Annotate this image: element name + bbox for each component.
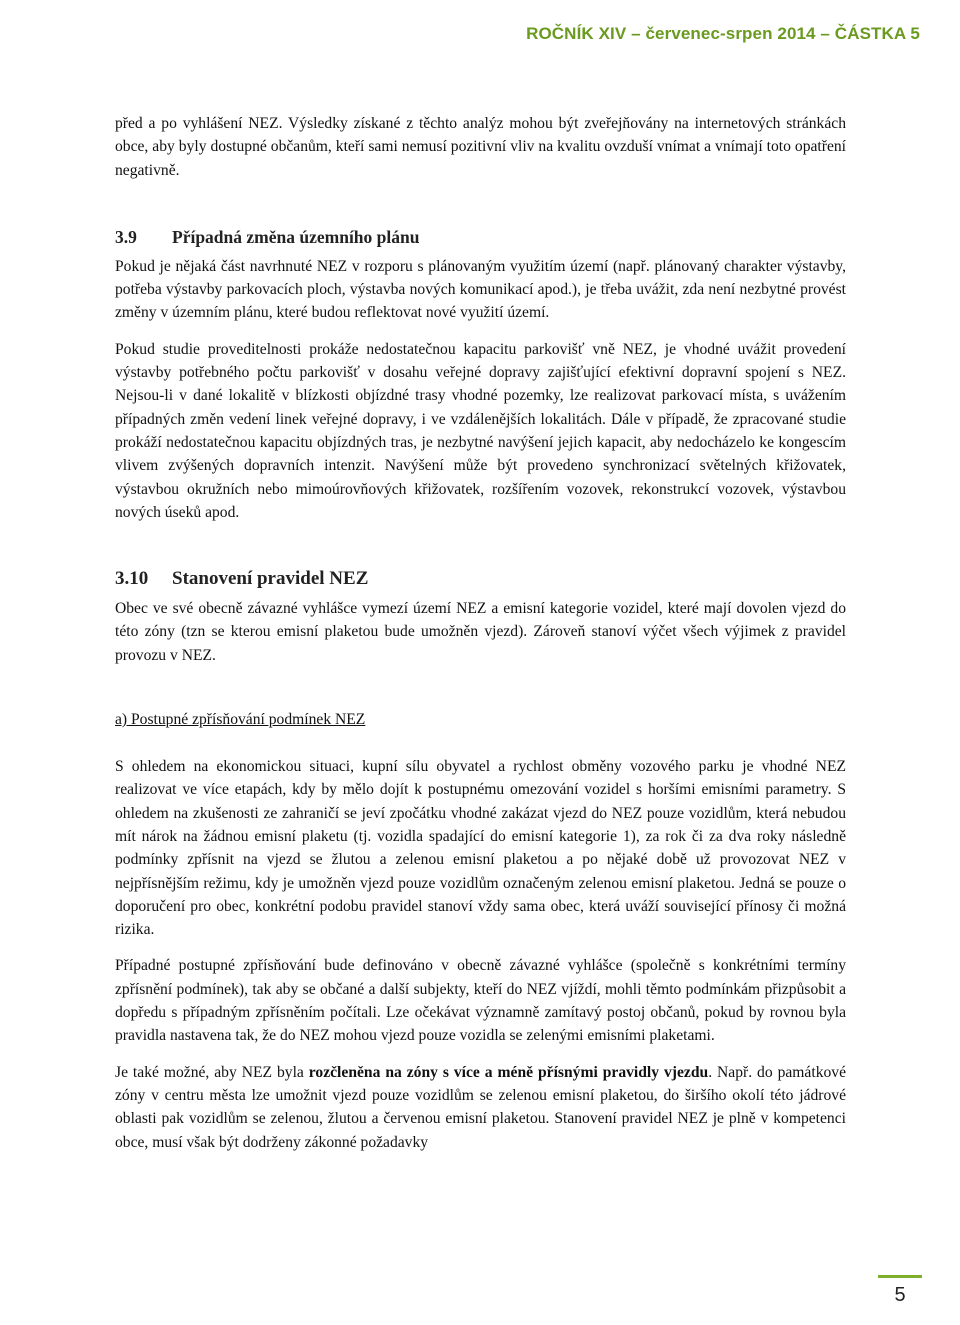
paragraph: Případné postupné zpřísňování bude definováno v obecně závazné vyhlášce (společně s konkrétními termíny zpřísnění podmínek), tak aby se občané a další subjekty, kteří do NEZ vjíždí, mohli těmto podmínkám přizpůsobit a dopředu s případným zpřísněním počítali. Lze očekávat významně zamítavý postoj občanů, pokud by rovnou byla pravidla nastavena tak, že do NEZ mohou vjezd pouze vozidla se zelenými emisními plaketami. [115,957,846,1045]
running-header: ROČNÍK XIV – červenec-srpen 2014 – ČÁSTKA 5 [526,24,920,43]
spacer [115,195,846,223]
paragraph [115,1061,846,1154]
paragraph: S ohledem na ekonomickou situaci, kupní sílu obyvatel a rychlost obměny vozového parku je vhodné NEZ realizovat ve více etapách, kdy by mělo dojít k postupnému omezování vozidel s horšími emisními parametry. S ohledem na zkušenosti ze zahraničí se jeví zpočátku vhodné zakázat vjezd do NEZ pouze vozidlům, která nebudou mít nárok na žádnou emisní plaketu (tj. vozidla spadající do emisní kategorie 1), za rok či za dva roky následně podmínky zpřísnit na vjezd se žlutou a zelenou emisní plaketou a po nějaké době už provozovat NEZ v nejpřísnějším režimu, kdy je umožněn vjezd pouze vozidlům označeným zelenou emisní plaketou. Jedná se pouze o doporučení pro obec, konkrétní podobu pravidel stanoví vždy sama obec, která uváží související přínosy či možná rizika. [115,758,846,939]
section-title: Případná změna územního plánu [172,226,420,247]
subheading: a) Postupné zpřísňování podmínek NEZ [115,711,366,729]
section-heading-3-10 [115,565,846,593]
paragraph: Obec ve své obecně závazné vyhlášce vymezí území NEZ a emisní kategorie vozidel, které mají dovolen vjezd do této zóny (tzn se kterou emisní plaketou bude umožněn vjezd). Zároveň stanoví výčet všech výjimek z pravidel provozu v NEZ. [115,600,846,664]
bold-text: rozčleněna na zóny s více a méně přísnými pravidly vjezdu [308,1063,709,1081]
section-title: Stanovení pravidel NEZ [172,568,369,590]
text-run: Je také možné, aby NEZ byla [115,1063,309,1081]
intro-paragraph: před a po vyhlášení NEZ. Výsledky získané z těchto analýz mohou být zveřejňovány na internetových stránkách obce, aby byly dostupné občanům, kteří sami nemusí pozitivní vliv na kvalitu ovzduší vnímat a vnímají toto opatření negativně. [115,115,846,179]
spacer [115,537,846,565]
section-heading-3-9 [115,223,846,251]
section-number: 3.9 [115,226,137,247]
page-number: 5 [878,1275,922,1307]
spacer [115,680,846,708]
section-number: 3.10 [115,568,149,590]
text-run: . Např. do památkové zóny v centru města lze umožnit vjezd pouze vozidlům se zelenou emisní plaketou, do širšího okolí této jádrové oblasti pak vozidlům se zelenou, žlutou a červenou emisní plaketou. Stanovení pravidel NEZ je plně v kompetenci obce, musí však být dodrženy zákonné požadavky [115,1063,847,1151]
paragraph: Pokud je nějaká část navrhnuté NEZ v rozporu s plánovaným využitím území (např. plánovaný charakter výstavby, potřeba výstavby parkovacích ploch, výstavba nových komunikací apod.), je třeba uvážit, zda není nezbytné provést změny v územním plánu, které budou reflektovat nové využití území. [115,257,846,322]
page-body [115,112,846,1167]
paragraph: Pokud studie proveditelnosti prokáže nedostatečnou kapacitu parkovišť vně NEZ, je vhodné uvážit provedení výstavby potřebného počtu parkovišť v dosahu veřejné dopravy zajišťující efektivní dopravní spojení s NEZ. Nejsou-li v dané lokalitě v blízkosti objízdné trasy vhodné pozemky, lze realizovat parkovací místa, s uvážením případných změn vedení linek veřejné dopravy, i ve vzdálenějších lokalitách. Dále v případě, že zpracované studie prokáží nedostatečnou kapacitu objízdných tras, je nezbytné navýšení jejich kapacit, aby nedocházelo ke kongescím vlivem zvýšených dopravních intenzit. Navýšení může být provedeno synchronizací světelných křižovatek, výstavbou okružních nebo mimoúrovňových křižovatek, rozšířením vozovek, rekonstrukcí vozovek, výstavbou nových úseků apod. [115,340,846,521]
